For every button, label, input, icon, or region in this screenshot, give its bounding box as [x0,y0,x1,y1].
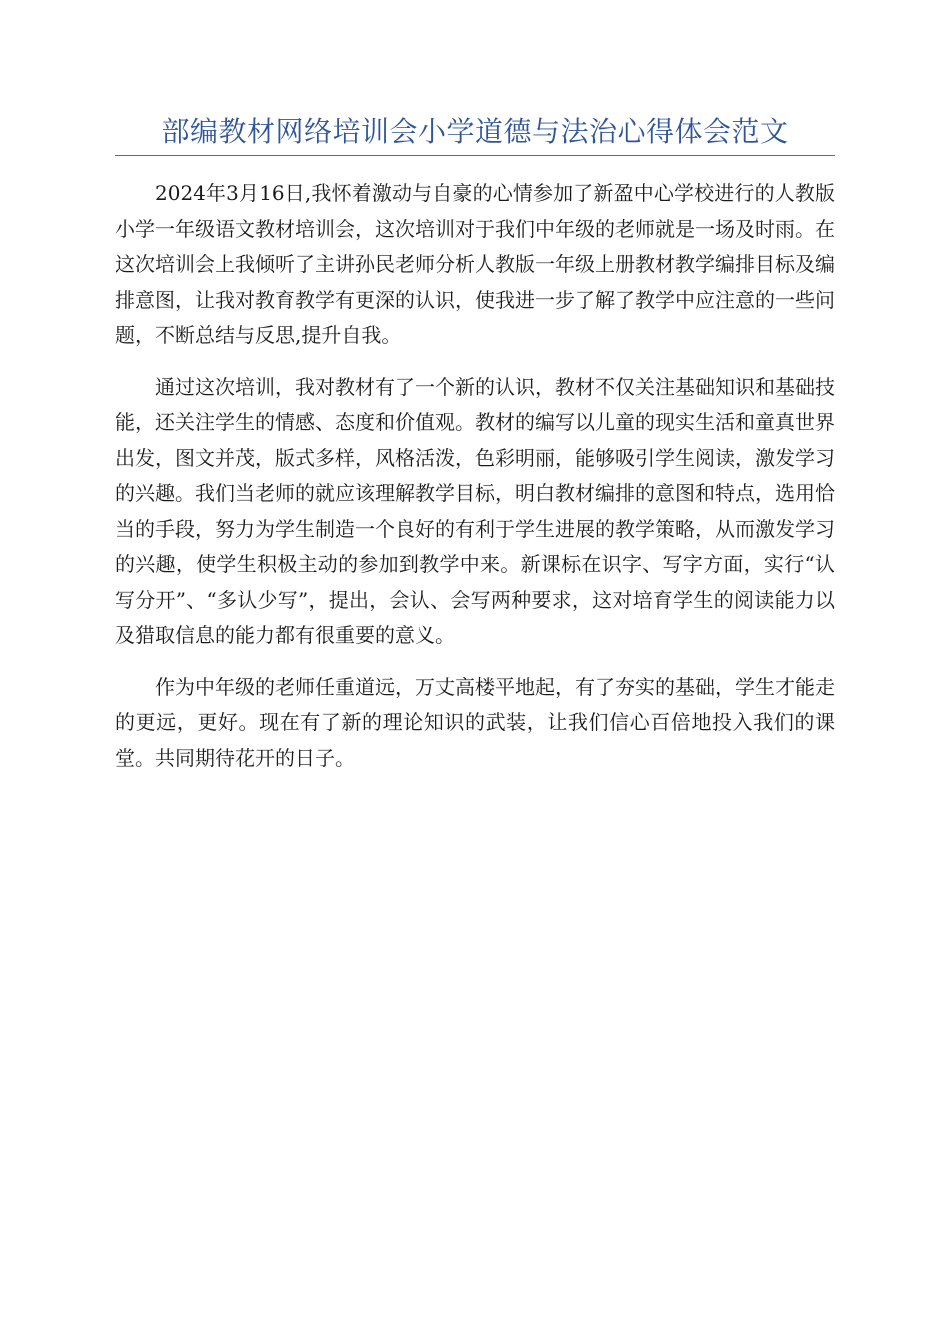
paragraph-3: 作为中年级的老师任重道远，万丈高楼平地起，有了夯实的基础，学生才能走的更远，更好。现在有了新的理论知识的武装，让我们信心百倍地投入我们的课堂。共同期待花开的日子。 [115,674,835,770]
document-title: 部编教材网络培训会小学道德与法治心得体会范文 [161,115,789,148]
paragraph-1: 2024年3月16日,我怀着激动与自豪的心情参加了新盈中心学校进行的人教版小学一年级语文教材培训会，这次培训对于我们中年级的老师就是一场及时雨。在这次培训会上我倾听了主讲孙民老师分析人教版一年级上册教材教学编排目标及编排意图，让我对教育教学有更深的认识，使我进一步了解了教学中应注意的一些问题，不断总结与反思,提升自我。 [115,181,835,347]
paragraph-2: 通过这次培训，我对教材有了一个新的认识，教材不仅关注基础知识和基础技能，还关注学生的情感、态度和价值观。教材的编写以儿童的现实生活和童真世界出发，图文并茂，版式多样，风格活泼，色彩明丽，能够吸引学生阅读，激发学习的兴趣。我们当老师的就应该理解教学目标，明白教材编排的意图和特点，选用恰当的手段，努力为学生制造一个良好的有利于学生进展的教学策略，从而激发学习的兴趣，使学生积极主动的参加到教学中来。新课标在识字、写字方面，实行“认写分开”、“多认少写”，提出，会认、会写两种要求，这对培育学生的阅读能力以及猎取信息的能力都有很重要的意义。 [115,374,835,647]
document-body [115,176,835,792]
title-block [115,112,835,156]
